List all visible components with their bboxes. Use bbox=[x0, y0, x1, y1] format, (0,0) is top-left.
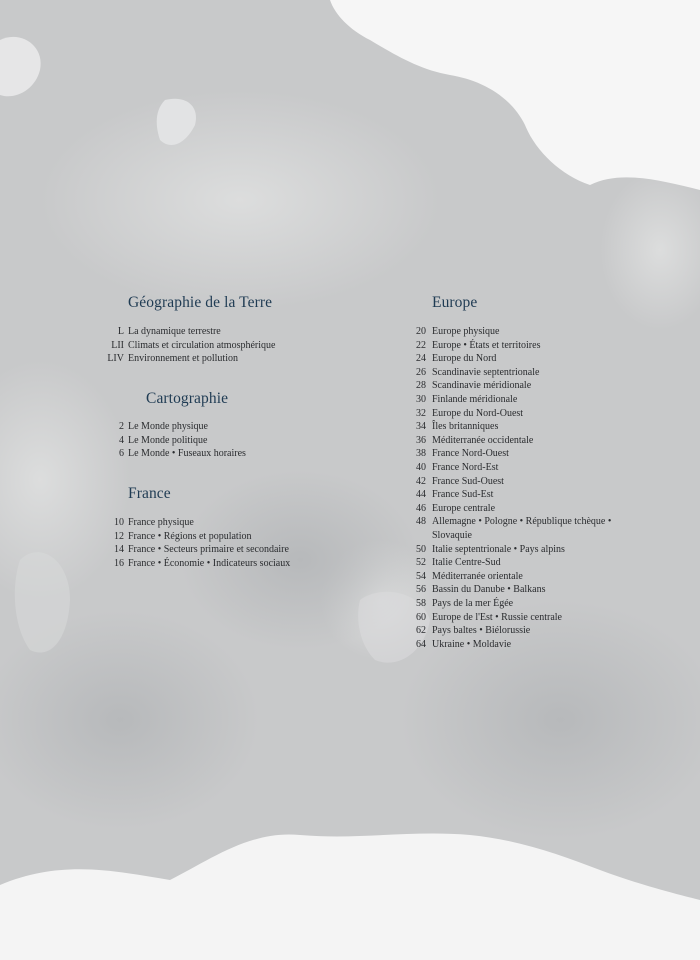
toc-label: Pays baltes • Biélorussie bbox=[432, 625, 531, 637]
toc-label: La dynamique terrestre bbox=[128, 326, 221, 337]
toc-label: Îles britanniques bbox=[432, 421, 499, 433]
toc-label: Bassin du Danube • Balkans bbox=[432, 584, 546, 596]
toc-page-number: 46 bbox=[416, 502, 426, 514]
section-title-europe: Europe bbox=[432, 294, 478, 311]
toc-page-number: 10 bbox=[114, 517, 124, 528]
toc-label: France • Économie • Indicateurs sociaux bbox=[128, 557, 291, 569]
toc-page-number: 14 bbox=[114, 544, 124, 556]
toc-page-number: 54 bbox=[416, 570, 426, 582]
toc-label: Le Monde physique bbox=[128, 421, 208, 432]
toc-label: France • Secteurs primaire et secondaire bbox=[128, 544, 289, 556]
land-shade bbox=[40, 90, 440, 310]
toc-label: Méditerranée occidentale bbox=[432, 434, 534, 446]
toc-label: Italie septentrionale • Pays alpins bbox=[432, 543, 565, 555]
toc-entry[interactable] bbox=[0, 447, 320, 461]
toc-page-number: 2 bbox=[119, 421, 124, 432]
toc-entry[interactable] bbox=[0, 557, 330, 571]
toc-page-number: 20 bbox=[416, 326, 426, 337]
toc-entry[interactable] bbox=[0, 434, 320, 448]
toc-label: Scandinavie méridionale bbox=[432, 380, 532, 392]
section-title-geographie: Géographie de la Terre bbox=[128, 294, 273, 311]
toc-label: Ukraine • Moldavie bbox=[432, 638, 512, 650]
toc-label: France Nord-Ouest bbox=[432, 448, 509, 460]
toc-entry[interactable] bbox=[0, 352, 320, 366]
section-title-cartographie: Cartographie bbox=[146, 390, 229, 407]
toc-page-number: LIV bbox=[107, 353, 124, 365]
toc-entry[interactable] bbox=[0, 543, 330, 557]
toc-label: Climats et circulation atmosphérique bbox=[128, 339, 276, 351]
toc-page-number: 48 bbox=[416, 516, 426, 528]
toc-entry[interactable] bbox=[0, 325, 320, 339]
toc-label: Italie Centre-Sud bbox=[432, 557, 501, 569]
toc-page-number: 28 bbox=[416, 380, 426, 392]
toc-label: Environnement et pollution bbox=[128, 353, 238, 365]
toc-page-number: 62 bbox=[416, 625, 426, 637]
toc-label: Scandinavie septentrionale bbox=[432, 366, 540, 378]
toc-label: Le Monde • Fuseaux horaires bbox=[128, 448, 246, 460]
toc-label: France physique bbox=[128, 517, 194, 528]
toc-page-number: 38 bbox=[416, 448, 426, 460]
toc-label: Europe centrale bbox=[432, 502, 496, 514]
toc-label: France Nord-Est bbox=[432, 462, 499, 473]
toc-page-number: 56 bbox=[416, 584, 426, 596]
toc-label: Europe du Nord bbox=[432, 353, 497, 365]
toc-page-number: 22 bbox=[416, 339, 426, 351]
toc-page-number: 40 bbox=[416, 462, 426, 473]
toc-label: Europe du Nord-Ouest bbox=[432, 407, 524, 419]
toc-page-number: 30 bbox=[416, 394, 426, 405]
toc-page-number: 32 bbox=[416, 407, 426, 419]
toc-entry[interactable] bbox=[0, 420, 320, 434]
toc-page-number: 4 bbox=[119, 434, 124, 446]
toc-entry[interactable] bbox=[0, 339, 320, 353]
toc-page-number: 44 bbox=[416, 489, 426, 501]
toc-page-number: 24 bbox=[416, 353, 426, 365]
toc-label: Europe physique bbox=[432, 326, 500, 337]
toc-page-number: 12 bbox=[114, 530, 124, 542]
section-title-france: France bbox=[128, 485, 171, 502]
toc-entry[interactable] bbox=[0, 530, 330, 544]
toc-page-number: 16 bbox=[114, 557, 124, 569]
toc-label: France Sud-Est bbox=[432, 489, 494, 501]
toc-page-number: 34 bbox=[416, 421, 426, 433]
toc-label: Finlande méridionale bbox=[432, 394, 518, 405]
toc-page-number: 60 bbox=[416, 611, 426, 623]
toc-label: Le Monde politique bbox=[128, 434, 208, 446]
toc-page-number: 58 bbox=[416, 598, 426, 609]
toc-label: Europe • États et territoires bbox=[432, 339, 541, 351]
toc-page-number: 26 bbox=[416, 366, 426, 378]
toc-label: Allemagne • Pologne • République tchèque • bbox=[432, 516, 612, 528]
toc-label: Pays de la mer Égée bbox=[432, 598, 514, 609]
toc-entry[interactable] bbox=[0, 516, 330, 530]
toc-label: France • Régions et population bbox=[128, 530, 252, 542]
toc-page-number: 64 bbox=[416, 638, 426, 650]
toc-page-number: 36 bbox=[416, 434, 426, 446]
toc-page-number: 50 bbox=[416, 543, 426, 555]
toc-label-continuation: Slovaquie bbox=[432, 529, 472, 541]
toc-page-number: 6 bbox=[119, 448, 124, 460]
toc-page-number: LII bbox=[111, 339, 124, 351]
toc-page-number: 42 bbox=[416, 475, 426, 487]
toc-label: Europe de l'Est • Russie centrale bbox=[432, 611, 562, 623]
toc-page-number: L bbox=[117, 326, 124, 337]
toc-label: Méditerranée orientale bbox=[432, 570, 523, 582]
toc-label: France Sud-Ouest bbox=[432, 475, 504, 487]
toc-page-number: 52 bbox=[416, 557, 426, 569]
